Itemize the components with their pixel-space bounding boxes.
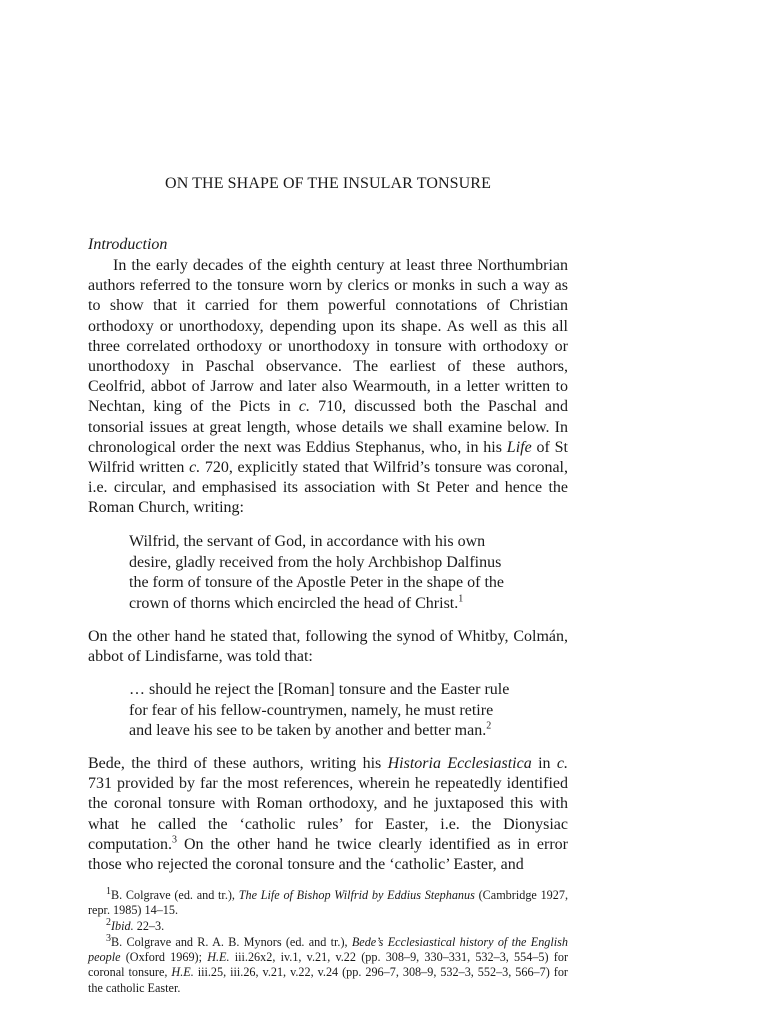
footnote-2: $^2$Ibid. 22–3.	[106, 916, 165, 933]
footnote-3: $^3$B. Colgrave and R. A. B. Mynors (ed. and tr.), Bede’s Ecclesiastical history of the English people (Oxford 1969); H.E. iii.26x2, iv.1, v.21, v.22 (pp. 308–9, 330–331, 532–3, 554–5) for coronal tonsure, H.E. iii.25, iii.26, v.21, v.22, v.24 (pp. 296–7, 308–9, 532–3, 552–3, 566–7) for the catholic Easter.	[88, 932, 569, 995]
block-quote-1	[129, 532, 529, 614]
quote-line: Wilfrid, the servant of God, in accordance with his own	[129, 533, 486, 550]
page-title: ON THE SHAPE OF THE INSULAR TONSURE	[165, 175, 491, 192]
footnote-mark: 1	[106, 885, 111, 897]
quote-line: and leave his see to be taken by another and better man.$^2$	[129, 720, 492, 739]
footnote-ref-3[interactable]: 3	[171, 834, 177, 846]
footnote-ref-2[interactable]: 2	[486, 720, 492, 732]
footnote-ref-1[interactable]: 1	[458, 593, 464, 605]
block-quote-2	[129, 680, 529, 742]
paragraph-2: On the other hand he stated that, following the synod of Whitby, Colmán, abbot of Lindisfarne, was told that:	[88, 628, 568, 666]
paragraph-1: In the early decades of the eighth century at least three Northumbrian authors referred to the tonsure worn by clerics or monks in such a way as to show that it carried for them powerful connotations of Christian orthodoxy or unorthodoxy, depending upon its shape. As well as this all three correlated orthodoxy or unorthodoxy in tonsure with orthodoxy or unorthodoxy in Paschal observance. The earliest of these authors, Ceolfrid, abbot of Jarrow and later also Wearmouth, in a letter written to Nechtan, king of the Picts in c. 710, discussed both the Paschal and tonsorial issues at great length, whose details we shall examine below. In chronological order the next was Eddius Stephanus, who, in his Life of St Wilfrid written c. 720, explicitly stated that Wilfrid’s tonsure was coronal, i.e. circular, and emphasised its association with St Peter and hence the Roman Church, writing:	[88, 257, 568, 517]
paragraph-3: Bede, the third of these authors, writing his Historia Ecclesiastica in c. 731 provided by far the most references, wherein he repeatedly identified the coronal tonsure with Roman orthodoxy, and he juxtaposed this with what he called the ‘catholic rules’ for Easter, i.e. the Dionysiac computation.$^3$ On the other hand he twice clearly identified as in error those who rejected the coronal tonsure and the ‘catholic’ Easter, and	[88, 755, 568, 874]
quote-line: for fear of his fellow-countrymen, namely, he must retire	[129, 701, 494, 719]
footnote-mark: 3	[106, 932, 111, 944]
footnote-mark: 2	[106, 916, 111, 928]
footnote-1: $^1$B. Colgrave (ed. and tr.), The Life of Bishop Wilfrid by Eddius Stephanus (Cambridge 1927, repr. 1985) 14–15.	[88, 885, 568, 918]
section-heading: Introduction	[88, 236, 168, 253]
quote-line: desire, gladly received from the holy Archbishop Dalfinus	[129, 553, 502, 571]
quote-line: the form of tonsure of the Apostle Peter in the shape of the	[129, 574, 505, 591]
quote-line: crown of thorns which encircled the head of Christ.$^1$	[129, 593, 464, 612]
quote-line: … should he reject the [Roman] tonsure and the Easter rule	[129, 681, 510, 698]
